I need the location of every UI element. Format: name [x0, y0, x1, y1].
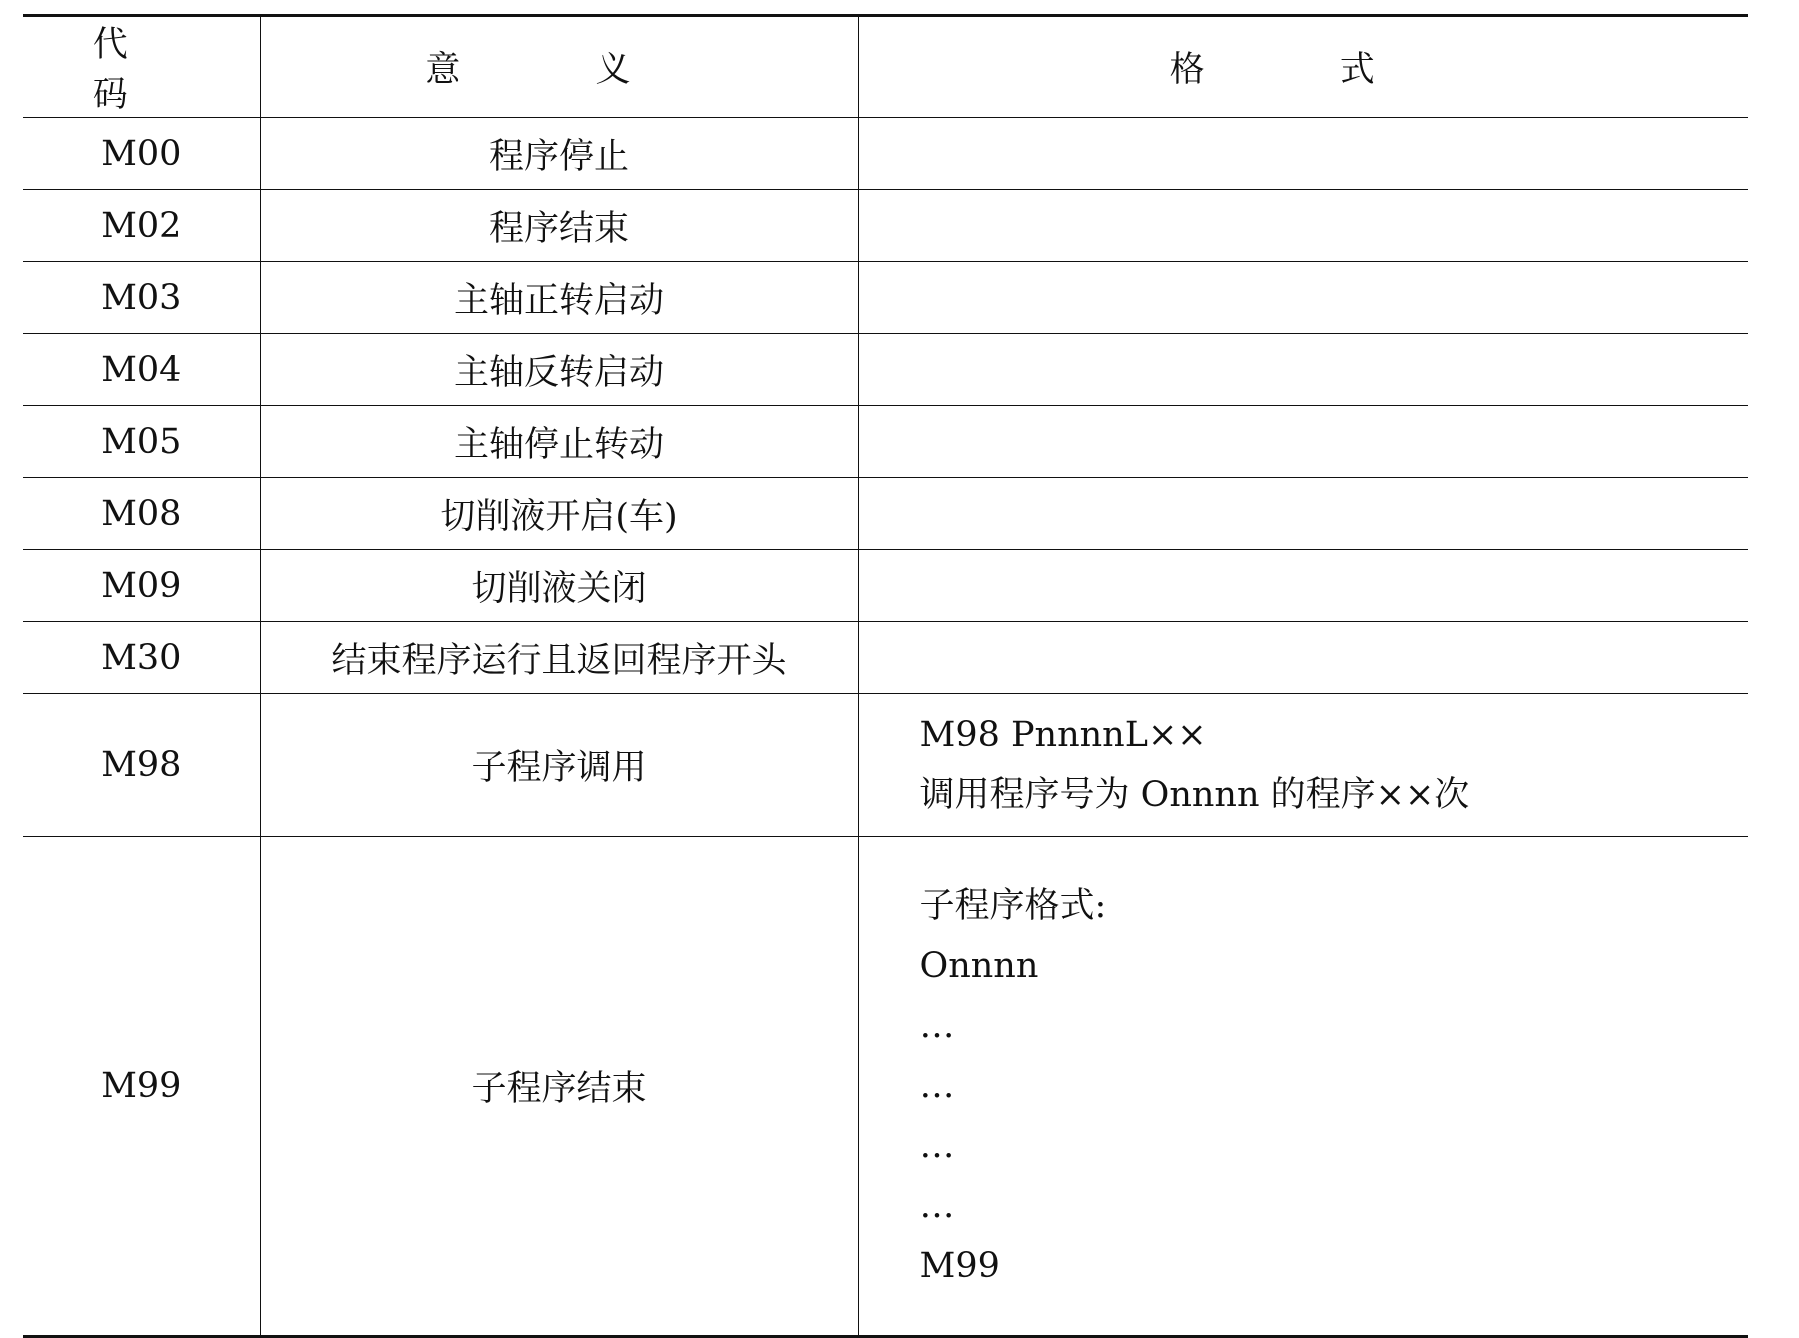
- header-code: 代 码: [23, 16, 260, 118]
- cell-code: M05: [23, 406, 260, 478]
- cell-code: M04: [23, 334, 260, 406]
- cell-meaning: 结束程序运行且返回程序开头: [260, 622, 858, 694]
- cell-meaning: 程序停止: [260, 118, 858, 190]
- header-format: 格 式: [858, 16, 1748, 118]
- format-line: Onnnn: [919, 946, 1039, 986]
- format-line: …: [919, 1126, 955, 1166]
- cell-code: M00: [23, 118, 260, 190]
- table-row: [23, 118, 1748, 190]
- cell-format: [858, 622, 1748, 694]
- cell-code: M30: [23, 622, 260, 694]
- table-row: [23, 622, 1748, 694]
- cell-meaning: 切削液开启(车): [260, 478, 858, 550]
- cell-code: M08: [23, 478, 260, 550]
- cell-meaning: 主轴反转启动: [260, 334, 858, 406]
- table-row: [23, 406, 1748, 478]
- cell-meaning: 切削液关闭: [260, 550, 858, 622]
- header-meaning: 意 义: [260, 16, 858, 118]
- cell-format: [858, 478, 1748, 550]
- format-line: M99: [919, 1246, 1000, 1286]
- table-row: [23, 694, 1748, 837]
- m-code-table: [23, 14, 1748, 1338]
- cell-code: M98: [23, 694, 260, 837]
- cell-format: [858, 334, 1748, 406]
- table-header-row: [23, 16, 1748, 118]
- table-row: [23, 262, 1748, 334]
- cell-format: [858, 262, 1748, 334]
- table-row: [23, 478, 1748, 550]
- table-row: [23, 190, 1748, 262]
- format-line: 子程序格式:: [919, 886, 1107, 926]
- cell-meaning: 子程序结束: [260, 837, 858, 1337]
- cell-format: [858, 118, 1748, 190]
- format-line: 调用程序号为 Onnnn 的程序××次: [919, 775, 1470, 815]
- cell-code: M09: [23, 550, 260, 622]
- table-row: [23, 837, 1748, 1337]
- cell-code: M03: [23, 262, 260, 334]
- cell-format: [858, 837, 1748, 1337]
- m-code-table-container: [23, 14, 1748, 1338]
- cell-meaning: 程序结束: [260, 190, 858, 262]
- cell-meaning: 主轴停止转动: [260, 406, 858, 478]
- cell-format: [858, 550, 1748, 622]
- format-line: …: [919, 1186, 955, 1226]
- cell-code: M99: [23, 837, 260, 1337]
- table-row: [23, 550, 1748, 622]
- cell-format: [858, 190, 1748, 262]
- cell-code: M02: [23, 190, 260, 262]
- format-line: …: [919, 1006, 955, 1046]
- format-line: M98 PnnnnL××: [919, 715, 1207, 755]
- cell-meaning: 主轴正转启动: [260, 262, 858, 334]
- cell-format: [858, 406, 1748, 478]
- table-row: [23, 334, 1748, 406]
- format-line: …: [919, 1066, 955, 1106]
- cell-format: [858, 694, 1748, 837]
- cell-meaning: 子程序调用: [260, 694, 858, 837]
